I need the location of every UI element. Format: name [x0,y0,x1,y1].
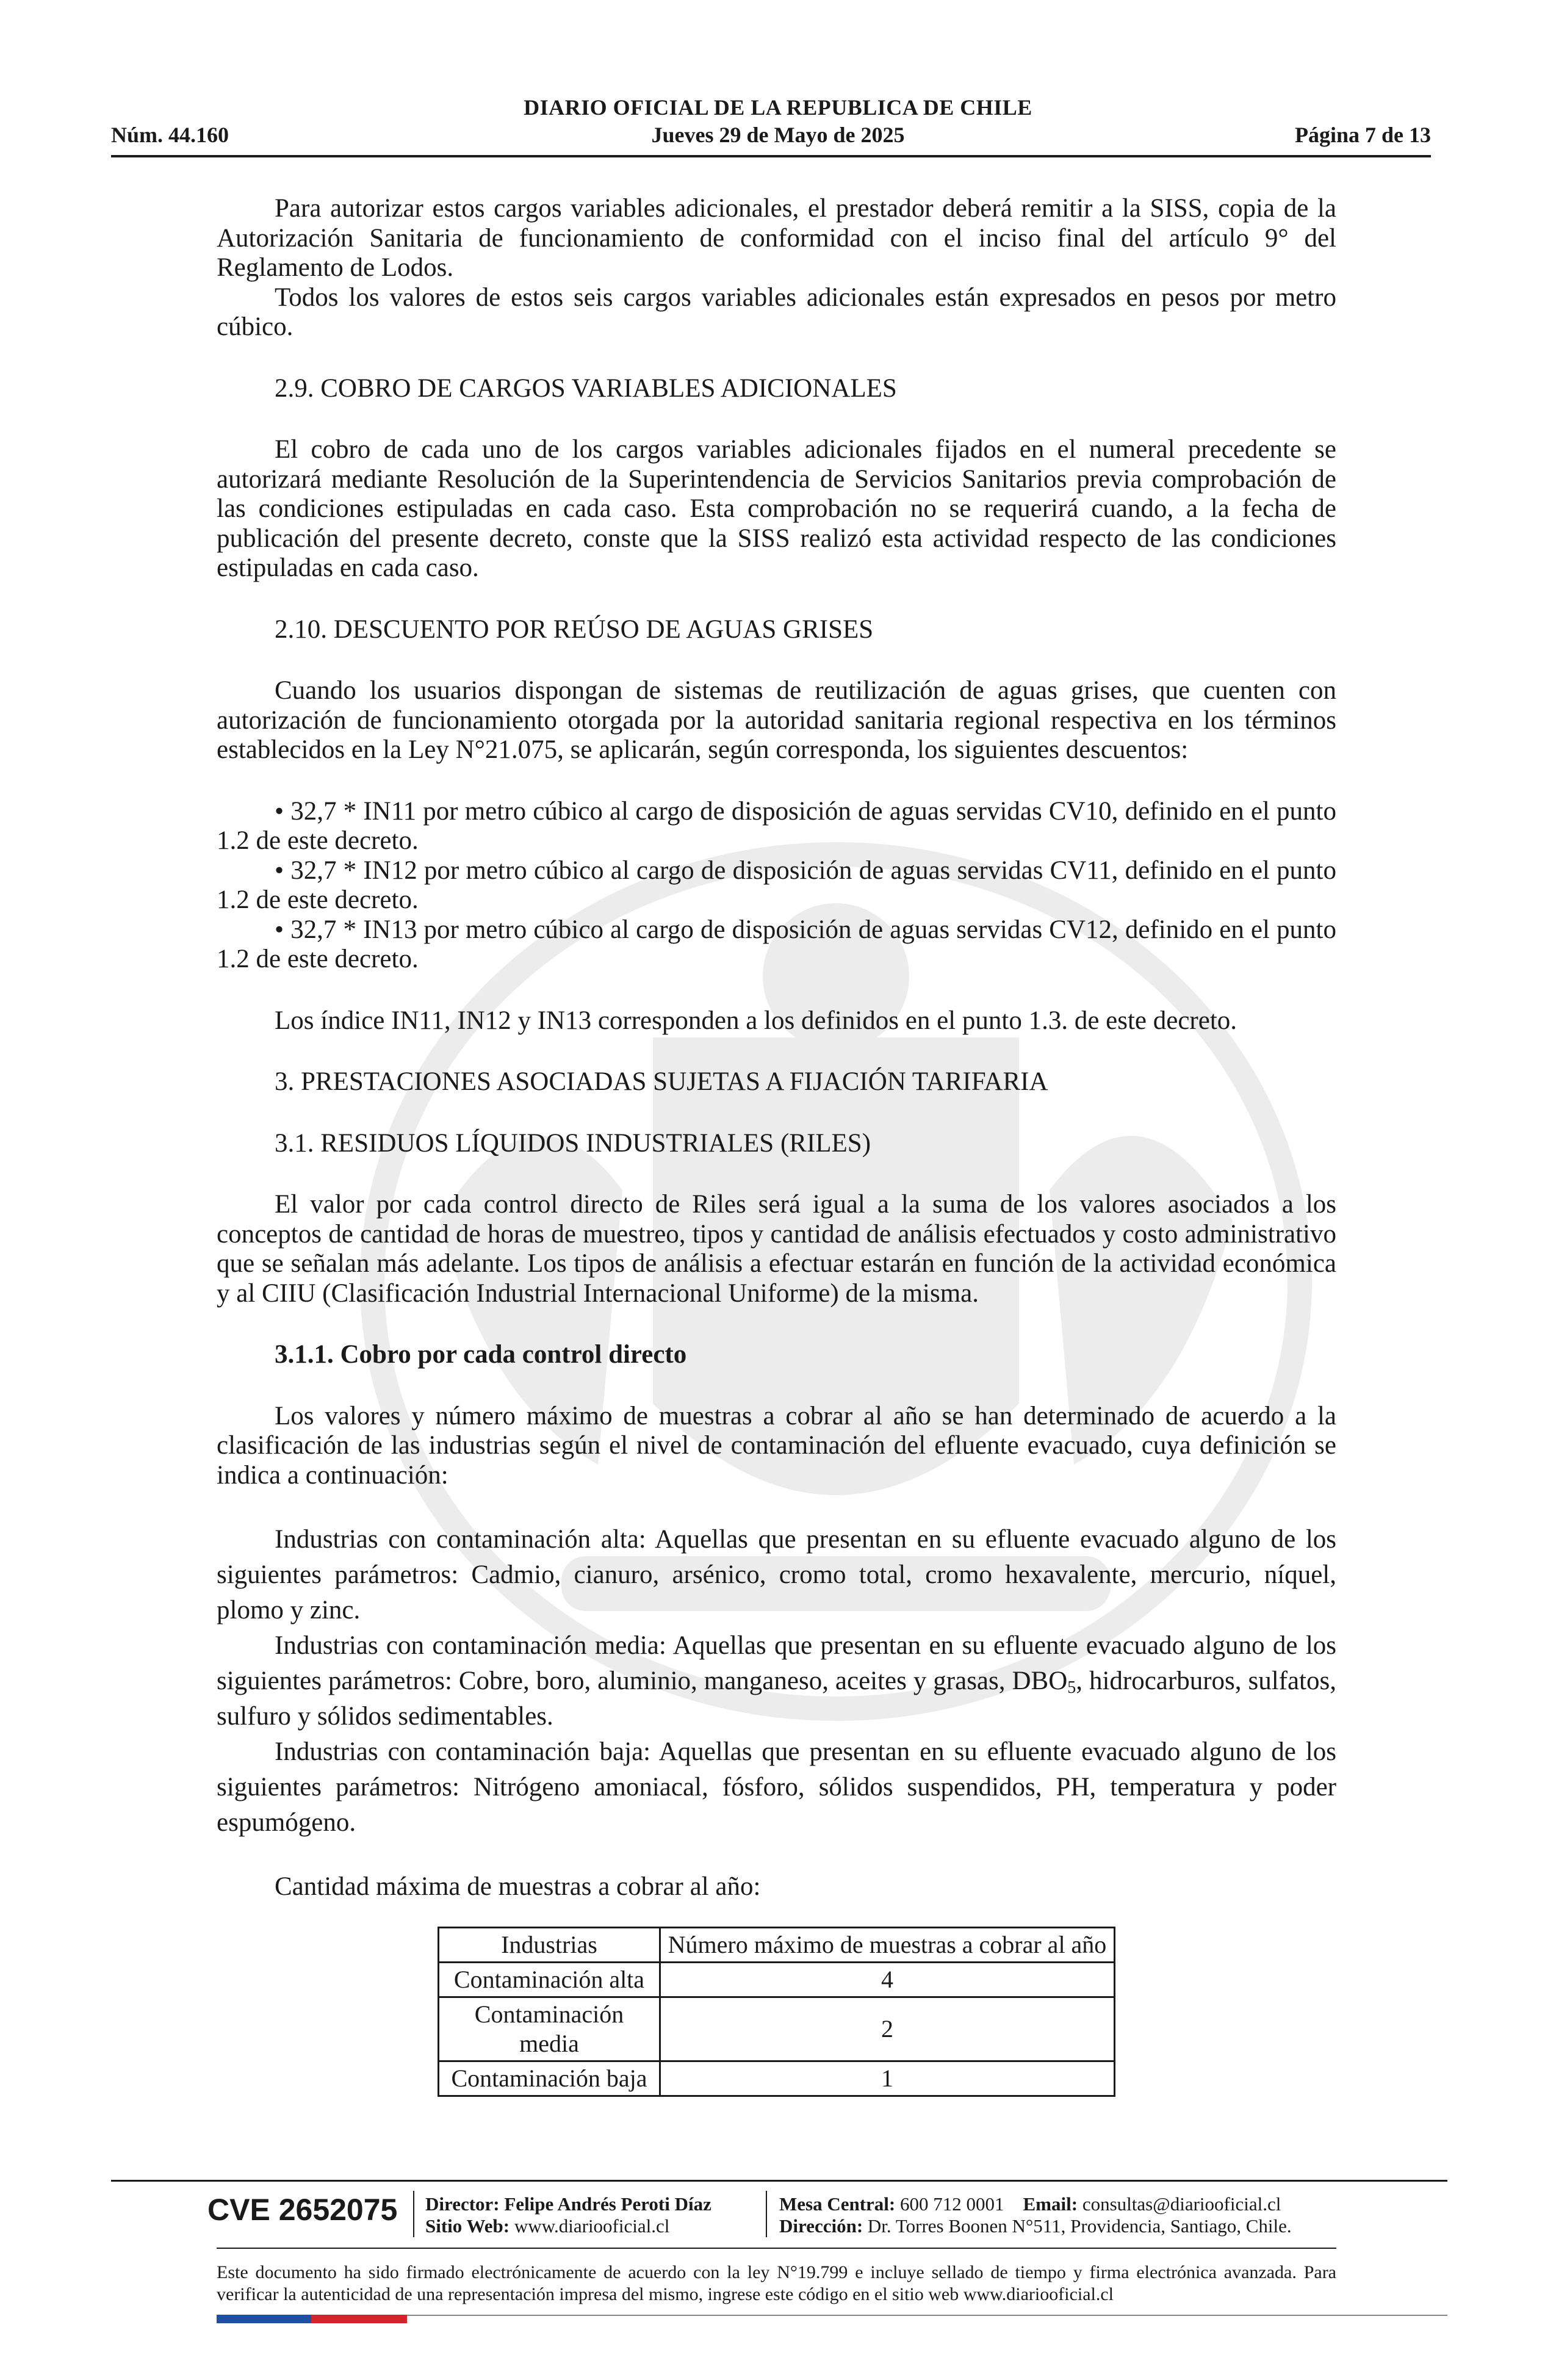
footer-divider [111,2180,1447,2182]
newspaper-title: DIARIO OFICIAL DE LA REPUBLICA DE CHILE [524,95,1032,120]
bullet-item: • 32,7 * IN11 por metro cúbico al cargo de disposición de aguas servidas CV10, definido en el punto 1.2 de este decreto. [217,796,1336,855]
table-row [439,1962,1115,1997]
section-heading-2-10: 2.10. DESCUENTO POR REÚSO DE AGUAS GRISES [275,615,874,644]
paragraph-text: , hidrocarburos, sulfatos, sulfuro y sólidos sedimentables. [217,1667,1336,1731]
footer-divider [217,2248,1336,2249]
email-link[interactable]: consultas@diariooficial.cl [1082,2193,1281,2215]
mesa-label: Mesa Central: [779,2193,896,2215]
table-cell: 4 [660,1962,1115,1997]
subscript: 5 [1067,1678,1076,1697]
table-header-cell: Industrias [439,1927,660,1962]
bullet-item: • 32,7 * IN13 por metro cúbico al cargo de disposición de aguas servidas CV12, definido en el punto 1.2 de este decreto. [217,915,1336,973]
document-body [217,194,1336,2097]
header-divider [111,155,1431,157]
footer-contact-block [779,2193,1292,2237]
footer-director-block [425,2193,711,2237]
mesa-phone: 600 712 0001 [900,2193,1004,2215]
page-number: Página 7 de 13 [1294,123,1431,147]
paragraph: Para autorizar estos cargos variables adicionales, el prestador deberá remitir a la SISS, copia de la Autorización Sanitaria de funcionamiento de conformidad con el inciso final del artículo 9° del Reglamento de Lodos. [217,194,1336,282]
table-header-row [439,1927,1115,1962]
site-link[interactable]: www.diariooficial.cl [514,2215,670,2237]
flag-stripe-red [311,2315,407,2323]
issue-date: Jueves 29 de Mayo de 2025 [651,123,905,147]
section-heading-3-1: 3.1. RESIDUOS LÍQUIDOS INDUSTRIALES (RILES) [275,1128,871,1158]
table-row [439,2061,1115,2096]
footer-separator [413,2191,414,2237]
section-heading-3: 3. PRESTACIONES ASOCIADAS SUJETAS A FIJACIÓN TARIFARIA [275,1067,1048,1096]
footer-separator [766,2191,767,2237]
table-cell: Contaminación media [439,1997,660,2061]
email-label: Email: [1023,2193,1078,2215]
director-label: Director: [425,2193,500,2215]
address-label: Dirección: [779,2215,863,2237]
bullet-item: • 32,7 * IN12 por metro cúbico al cargo de disposición de aguas servidas CV11, definido en el punto 1.2 de este decreto. [217,856,1336,914]
address-text: Dr. Torres Boonen N°511, Providencia, Santiago, Chile. [867,2215,1292,2237]
cve-code: CVE 2652075 [207,2193,398,2227]
paragraph: El cobro de cada uno de los cargos variables adicionales fijados en el numeral precedente se autorizará mediante Resolución de la Superintendencia de Servicios Sanitarios previa comprobación de las condiciones estipuladas en cada caso. Esta comprobación no se requerirá cuando, a la fecha de publicación del presente decreto, conste que la SISS realizó esta actividad respecto de las condiciones estipuladas en cada caso. [217,435,1336,582]
director-name: Felipe Andrés Peroti Díaz [504,2193,711,2215]
paragraph: Los índice IN11, IN12 y IN13 corresponden a los definidos en el punto 1.3. de este decreto. [275,1006,1237,1035]
footer-bottom-rule [407,2315,1447,2316]
paragraph: Los valores y número máximo de muestras a cobrar al año se han determinado de acuerdo a la clasificación de las industrias según el nivel de contaminación del efluente evacuado, cuya definición se indica a continuación: [217,1401,1336,1490]
paragraph: El valor por cada control directo de Riles será igual a la suma de los valores asociados a los conceptos de cantidad de horas de muestreo, tipos y cantidad de análisis efectuados y costo administrativo que se señalan más adelante. Los tipos de análisis a efectuar estarán en función de la actividad económica y al CIIU (Clasificación Industrial Internacional Uniforme) de la misma. [217,1190,1336,1308]
paragraph: Todos los valores de estos seis cargos variables adicionales están expresados en pesos por metro cúbico. [217,283,1336,341]
flag-stripe-blue [217,2315,311,2323]
table-cell: 2 [660,1997,1115,2061]
paragraph: Cuando los usuarios dispongan de sistemas de reutilización de aguas grises, que cuenten con autorización de funcionamiento otorgada por la autoridad sanitaria regional respectiva en los términos establecidos en la Ley N°21.075, se aplicarán, según corresponda, los siguientes descuentos: [217,676,1336,764]
paragraph-text: Industrias con contaminación media: Aquellas que presentan en su efluente evacuado alguno de los siguientes parámetros: Cobre, boro, aluminio, manganeso, aceites y grasas, DBO [217,1631,1336,1695]
section-heading-3-1-1: 3.1.1. Cobro por cada control directo [275,1340,687,1369]
table-row [439,1997,1115,2061]
legal-notice: Este documento ha sido firmado electrónicamente de acuerdo con la ley N°19.799 e incluye sellado de tiempo y firma electrónica avanzada. Para verificar la autenticidad de una representación impresa del mismo, ingrese este código en el sitio web www.diariooficial.cl [217,2262,1336,2304]
paragraph: Industrias con contaminación alta: Aquellas que presentan en su efluente evacuado alguno de los siguientes parámetros: Cadmio, cianuro, arsénico, cromo total, cromo hexavalente, mercurio, níquel, plomo y zinc. [217,1525,1336,1625]
paragraph [217,1628,1336,1734]
paragraph: Industrias con contaminación baja: Aquellas que presentan en su efluente evacuado alguno de los siguientes parámetros: Nitrógeno amoniacal, fósforo, sólidos suspendidos, PH, temperatura y poder espumógeno. [217,1737,1336,1837]
table-cell: 1 [660,2061,1115,2096]
table-cell: Contaminación alta [439,1962,660,1997]
issue-number: Núm. 44.160 [111,123,229,147]
table-header-cell: Número máximo de muestras a cobrar al año [660,1927,1115,1962]
section-heading-2-9: 2.9. COBRO DE CARGOS VARIABLES ADICIONALES [275,373,897,403]
site-label: Sitio Web: [425,2215,510,2237]
paragraph: Cantidad máxima de muestras a cobrar al año: [275,1872,761,1901]
table-cell: Contaminación baja [439,2061,660,2096]
samples-table [438,1927,1115,2097]
